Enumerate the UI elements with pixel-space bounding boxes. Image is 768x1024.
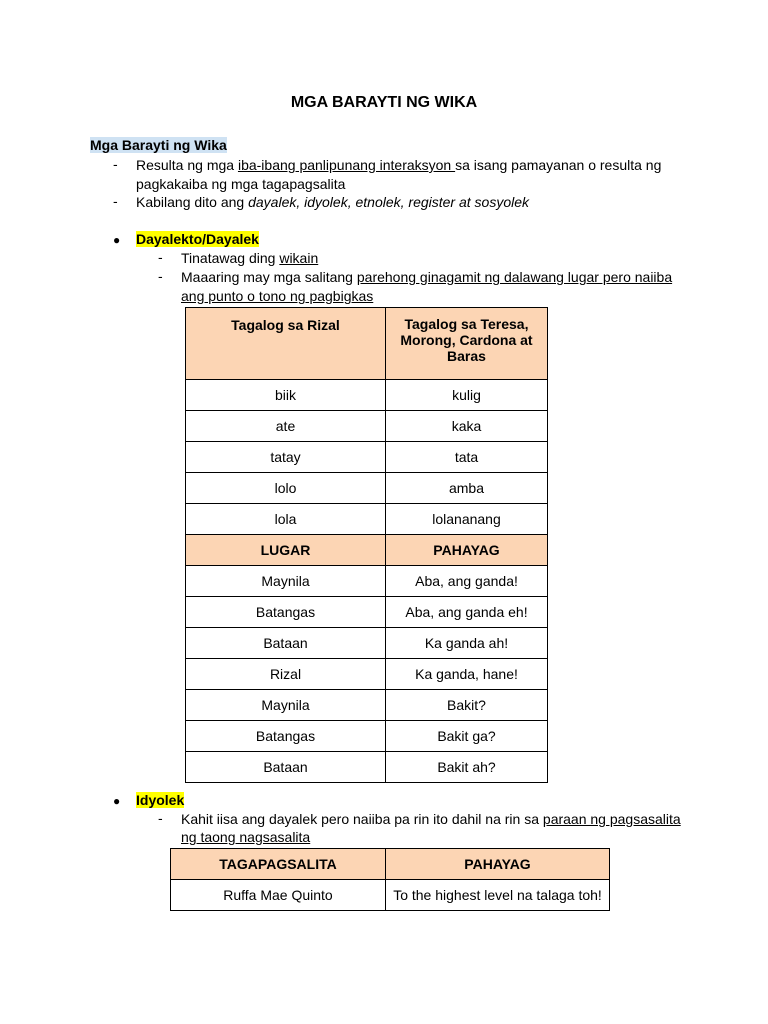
table-cell: ate [186, 411, 386, 442]
table-row [186, 380, 548, 411]
list-item-continuation: pagkakaiba ng mga tagapagsalita [136, 176, 346, 192]
table-cell: Maynila [186, 566, 386, 597]
list-item: Resulta ng mga iba-ibang panlipunang interaksyon sa isang pamayanan o resulta ng [136, 157, 662, 173]
table-row [186, 690, 548, 721]
bullet-icon: ● [113, 794, 121, 808]
table-cell: kaka [386, 411, 548, 442]
table-cell: lolananang [386, 504, 548, 535]
table-cell: Bakit ga? [386, 721, 548, 752]
table-cell: Aba, ang ganda! [386, 566, 548, 597]
dash-marker: - [158, 249, 163, 265]
table-header-cell: TAGAPAGSALITA [171, 849, 386, 880]
table-header-cell: PAHAYAG [386, 535, 548, 566]
table-cell: Bataan [186, 628, 386, 659]
section-heading: Dayalekto/Dayalek [136, 231, 259, 247]
table-header-cell: Tagalog sa Teresa, Morong, Cardona at Baras [386, 308, 548, 380]
bullet-icon: ● [113, 233, 121, 247]
table-cell: lolo [186, 473, 386, 504]
table-cell: Aba, ang ganda eh! [386, 597, 548, 628]
table-cell: Rizal [186, 659, 386, 690]
table-cell: To the highest level na talaga toh! [386, 880, 610, 911]
table-row [186, 752, 548, 783]
table-cell: Bakit? [386, 690, 548, 721]
table-cell: tata [386, 442, 548, 473]
dialect-table [185, 307, 548, 783]
dash-marker: - [158, 268, 163, 284]
list-item: Kahit iisa ang dayalek pero naiiba pa rin ito dahil na rin sa paraan ng pagsasalita [181, 811, 681, 827]
dash-marker: - [113, 156, 118, 172]
list-item: Maaaring may mga salitang parehong ginagamit ng dalawang lugar pero naiiba [181, 269, 673, 285]
table-cell: Ka ganda ah! [386, 628, 548, 659]
table-row [186, 442, 548, 473]
table-row [171, 880, 610, 911]
list-item: Tinatawag ding wikain [181, 250, 319, 266]
table-cell: Batangas [186, 597, 386, 628]
table-cell: lola [186, 504, 386, 535]
table-header-cell: Tagalog sa Rizal [186, 308, 386, 380]
list-item-continuation: ng taong nagsasalita [181, 829, 311, 845]
table-header-row [186, 308, 548, 380]
table-row [186, 566, 548, 597]
list-item-continuation: ang punto o tono ng pagbigkas [181, 288, 374, 304]
table-row [186, 504, 548, 535]
table-header-row [171, 849, 610, 880]
table-cell: amba [386, 473, 548, 504]
page-title: MGA BARAYTI NG WIKA [290, 94, 478, 111]
dash-marker: - [113, 193, 118, 209]
dash-marker: - [158, 810, 163, 826]
table-cell: Bakit ah? [386, 752, 548, 783]
section-heading: Mga Barayti ng Wika [90, 137, 227, 153]
table-row [186, 659, 548, 690]
table-row [186, 411, 548, 442]
table-header-row [186, 535, 548, 566]
table-cell: Batangas [186, 721, 386, 752]
table-cell: Maynila [186, 690, 386, 721]
table-header-cell: PAHAYAG [386, 849, 610, 880]
table-cell: tatay [186, 442, 386, 473]
table-cell: kulig [386, 380, 548, 411]
table-cell: Bataan [186, 752, 386, 783]
table-cell: biik [186, 380, 386, 411]
table-cell: Ka ganda, hane! [386, 659, 548, 690]
section-heading: Idyolek [136, 792, 185, 808]
table-cell: Ruffa Mae Quinto [171, 880, 386, 911]
table-row [186, 473, 548, 504]
list-item: Kabilang dito ang dayalek, idyolek, etnolek, register at sosyolek [136, 194, 530, 210]
table-row [186, 721, 548, 752]
table-row [186, 628, 548, 659]
table-header-cell: LUGAR [186, 535, 386, 566]
idiolect-table [170, 848, 610, 911]
table-row [186, 597, 548, 628]
